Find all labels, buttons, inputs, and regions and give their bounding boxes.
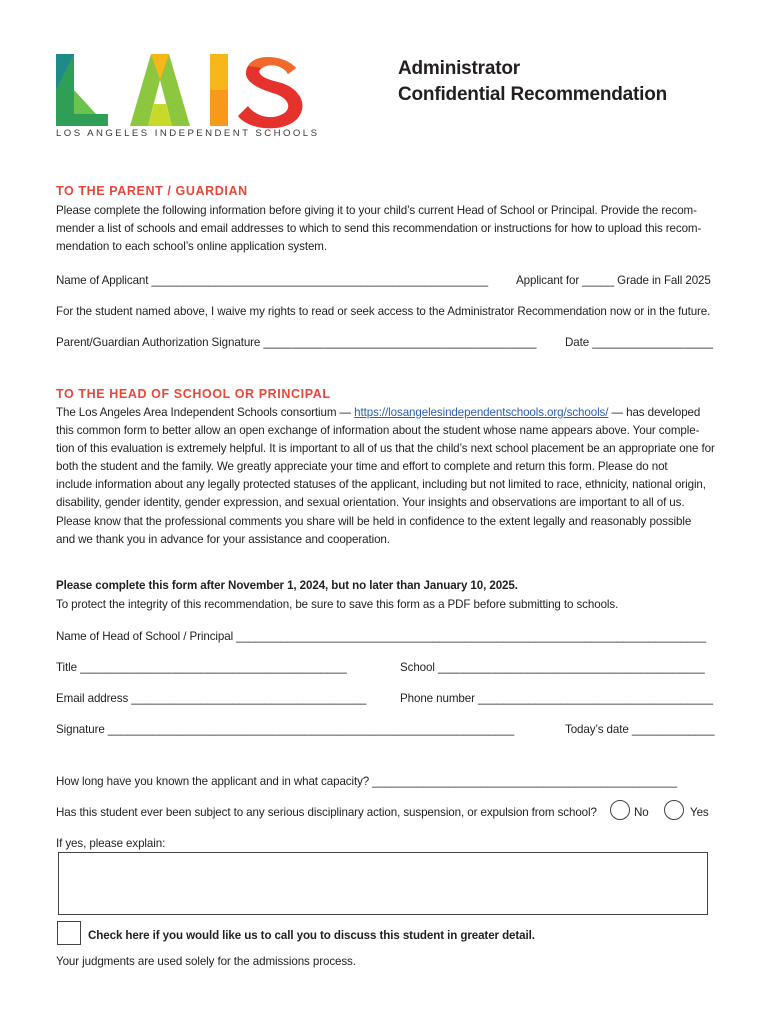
head-intro-line: and we thank you in advance for your assistance and cooperation. (56, 532, 390, 546)
head-section-heading: TO THE HEAD OF SCHOOL OR PRINCIPAL (56, 387, 331, 401)
explain-textarea[interactable] (58, 852, 708, 915)
parent-intro (56, 202, 736, 256)
no-label: No (634, 806, 649, 819)
disciplinary-question: Has this student ever been subject to any serious disciplinary action, suspension, or expulsion from school? (56, 806, 597, 819)
head-name-field[interactable]: __________________________________________________________________________ (236, 630, 706, 643)
title-label: Title (56, 661, 77, 674)
schools-link[interactable]: https://losangelesindependentschools.org/schools/ (354, 406, 609, 419)
waiver-statement: For the student named above, I waive my rights to read or seek access to the Administrator Recommendation now or in the future. (56, 305, 711, 318)
todays-date-row (565, 723, 714, 736)
applicant-name-row (56, 274, 488, 287)
no-radio[interactable] (610, 800, 630, 820)
email-label: Email address (56, 692, 129, 705)
title-field[interactable]: __________________________________________ (80, 661, 347, 674)
signature-field[interactable]: ________________________________________________________________ (107, 723, 515, 736)
known-row (56, 775, 677, 788)
email-field[interactable]: _____________________________________ (131, 692, 367, 705)
applicant-for-row (516, 274, 711, 287)
phone-field[interactable]: _____________________________________ (477, 692, 713, 705)
parent-intro-line: Please complete the following information before giving it to your child’s current Head of School or Principal. Provide the recom- (56, 204, 697, 217)
call-checkbox[interactable] (57, 921, 81, 945)
phone-row (400, 692, 713, 705)
parent-section-heading: TO THE PARENT / GUARDIAN (56, 184, 248, 198)
head-intro-first-line (56, 404, 736, 422)
consortium-text: The Los Angeles Area Independent Schools consortium — (56, 406, 355, 419)
parent-date-row (565, 336, 713, 349)
pdf-note: To protect the integrity of this recommendation, be sure to save this form as a PDF before submitting to schools. (56, 598, 619, 611)
head-intro-line: tion of this evaluation is extremely helpful. It is important to all of us that the child’s next school placement be an appropriate one for (56, 442, 715, 456)
logo-subtitle: LOS ANGELES INDEPENDENT SCHOOLS (56, 128, 320, 139)
yes-label: Yes (690, 806, 709, 819)
applicant-name-label: Name of Applicant (56, 274, 149, 287)
head-intro-line: this common form to better allow an open exchange of information about the student whose name appears above. Your comple- (56, 424, 700, 438)
school-label: School (400, 661, 435, 674)
phone-label: Phone number (400, 692, 475, 705)
title-line-2: Confidential Recommendation (398, 84, 668, 105)
footer-note: Your judgments are used solely for the admissions process. (56, 955, 356, 968)
todays-date-label: Today’s date (565, 723, 629, 736)
head-intro-line: disability, gender identity, gender expression, and sexual orientation. Your insights and observations are important to all of us. (56, 496, 685, 510)
parent-date-label: Date (565, 336, 590, 349)
grade-label: Grade in Fall 2025 (617, 274, 711, 287)
deadline-text: Please complete this form after November 1, 2024, but no later than January 10, 2025. (56, 579, 518, 592)
call-checkbox-label: Check here if you would like us to call you to discuss this student in greater detail. (88, 929, 535, 942)
head-name-row (56, 630, 706, 643)
known-answer-field[interactable]: ________________________________________________ (372, 775, 677, 788)
known-question: How long have you known the applicant and in what capacity? (56, 775, 370, 788)
consortium-text-after: — has developed (608, 406, 701, 419)
parent-intro-line: mendation to each school’s online application system. (56, 240, 327, 254)
head-intro-line: both the student and the family. We greatly appreciate your time and effort to complete and return this form. Please do not (56, 460, 668, 474)
applicant-name-field[interactable]: _____________________________________________________ (151, 274, 488, 287)
email-row (56, 692, 366, 705)
parent-signature-label: Parent/Guardian Authorization Signature (56, 336, 261, 349)
head-intro-line: Please know that the professional comments you share will be held in confidence to the extent legally and reasonably possible (56, 514, 692, 528)
head-intro-line: include information about any legally protected statuses of the applicant, including but not limited to race, ethnicity, national origin, (56, 478, 706, 492)
explain-label: If yes, please explain: (56, 837, 166, 850)
applicant-for-label: Applicant for (516, 274, 580, 287)
yes-radio[interactable] (664, 800, 684, 820)
parent-signature-row (56, 336, 536, 349)
parent-signature-field[interactable]: ___________________________________________ (263, 336, 537, 349)
title-row (56, 661, 347, 674)
parent-intro-line: mender a list of schools and email addresses to which to send this recommendation or instructions for how to upload this recom- (56, 222, 702, 236)
signature-row (56, 723, 514, 736)
signature-label: Signature (56, 723, 105, 736)
todays-date-field[interactable]: _____________ (631, 723, 715, 736)
parent-date-field[interactable]: ___________________ (592, 336, 713, 349)
school-row (400, 661, 705, 674)
title-line-1: Administrator (398, 58, 520, 79)
grade-field[interactable]: _____ (582, 274, 615, 287)
school-field[interactable]: __________________________________________ (437, 661, 705, 674)
form-title (398, 56, 667, 108)
head-name-label: Name of Head of School / Principal (56, 630, 234, 643)
lais-logo (56, 50, 306, 130)
head-intro (56, 404, 736, 549)
